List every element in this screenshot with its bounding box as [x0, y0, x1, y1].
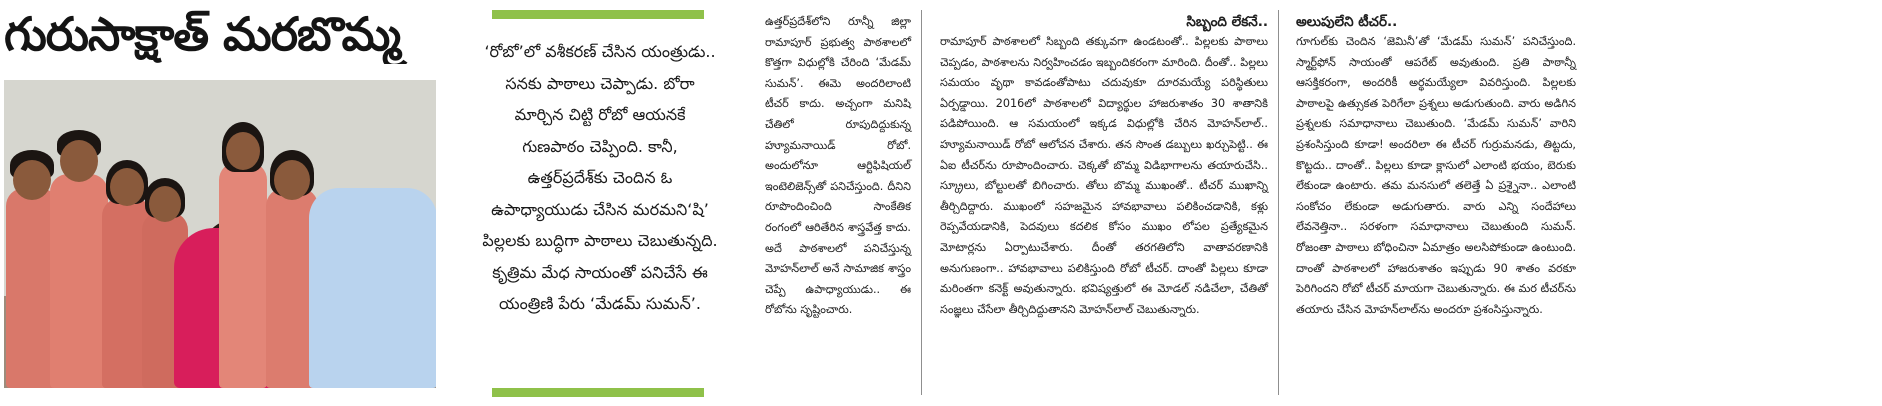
- student-figure: [219, 162, 267, 388]
- column-2-subhead: సిబ్బంది లేకనే..: [1186, 14, 1268, 30]
- lead-column: [468, 0, 730, 406]
- headline: గురుసాక్షాత్ మరబొమ్మ: [4, 7, 401, 61]
- column-divider: [1278, 10, 1279, 395]
- article-column-1: [765, 12, 911, 321]
- column-3-text: గూగుల్‌కు చెందిన ‘జెమినీ’తో ‘మేడమ్ సుమన్’ పనిచేస్తుంది. స్మార్ట్‌ఫోన్ సాయంతో ఆపరేట్ అవుతుంది. ప్రతి పాఠాన్నీ ఆసక్తికరంగా, అందరికీ అర్థమయ్యేలా వివరిస్తుంది. పిల్లలకు పాఠాలపై ఉత్సుకత పెరిగేలా ప్రశ్నలు అడుగుతుంది. వారు అడిగిన ప్రశ్నలకు సమాధానాలు చెబుతుంది. ‘మేడమ్ సుమన్’ వారిని ప్రశంసిస్తుంది కూడా! అందరిలా ఈ టీచర్ గుర్రుమనడు, తిట్టదు, కొట్టదు.. దాంతో.. పిల్లలు కూడా క్లాసులో ఎలాంటి భయం, బెరుకు లేకుండా ఉంటారు. తమ మనసులో తలెత్తే ఏ ప్రశ్నైనా.. ఎలాంటి సంకోచం లేకుండా అడుగుతారు. వారు ఎన్ని సందేహాలు లేవనెత్తినా.. సరళంగా సమాధానాలు చెబుతుంది సుమన్. రోజంతా పాఠాలు బోధించినా ఏమాత్రం అలసిపోకుండా ఉంటుంది. దాంతో పాఠశాలలో హాజరుశాతం ఇప్పుడు 90 శాతం వరకూ పెరిగిందని రోబో టీచర్ మాయగా చెబుతున్నారు. ఈ మర టీచర్‌ను తయారు చేసిన మోహన్‌లాల్‌ను అందరూ ప్రశంసిస్తున్నారు.: [1296, 35, 1576, 316]
- column-divider: [921, 10, 922, 395]
- column-3-subhead: అలుపులేని టీచర్..: [1296, 14, 1398, 30]
- bottom-accent-bar: [492, 388, 704, 397]
- teacher-figure: [309, 188, 436, 388]
- column-2-text: రామాపూర్ పాఠశాలలో సిబ్బంది తక్కువగా ఉండటంతో.. పిల్లలకు పాఠాలు చెప్పడం, పాఠశాలను నిర్వహించడం ఇబ్బందికరంగా మారింది. దీంతో.. పిల్లలు సమయం వృథా కావడంతోపాటు చదువుకూ దూరమయ్యే పరిస్థితులు ఏర్పడ్డాయి. 2016లో పాఠశాలలో విద్యార్థుల హాజరుశాతం 30 శాతానికి పడిపోయింది. ఆ సమయంలో ఇక్కడ విధుల్లోకి చేరిన మోహన్‌లాల్.. హ్యూమనాయిడ్ రోబో ఆలోచన చేశారు. తన సొంత డబ్బులు ఖర్చుపెట్టి.. ఈ ఏఐ టీచర్‌ను రూపొందించారు. చెక్కతో బొమ్మ విడిభాగాలను తయారుచేసి.. స్క్రూలు, బోల్టులతో బిగించారు. తోలు బొమ్మ ముఖంతో.. టీచర్ ముఖాన్ని తీర్చిదిద్దారు. ముఖంలో సహజమైన హావభావాలు పలికించడానికి, కళ్లు రెప్పవేయడానికి, పెదవులు కదలిక కోసం ముఖం లోపల ప్రత్యేకమైన మోటార్లను ఏర్పాటుచేశారు. దీంతో తరగతిలోని వాతావరణానికి అనుగుణంగా.. హావభావాలు పలికిస్తుంది రోబో టీచర్. దాంతో పిల్లలు కూడా మరింతగా కనెక్ట్ అవుతున్నారు. భవిష్యత్తులో ఈ మోడల్ నడిచేలా, చేతితో సంజ్ఞలు చేసేలా తీర్చిదిద్దుతానని మోహన్‌లాల్ చెబుతున్నారు.: [940, 35, 1268, 316]
- student-figure: [50, 174, 108, 388]
- article-column-3: [1296, 12, 1576, 320]
- column-1-text: ఉత్తర్‌ప్రదేశ్‌లోని రూన్నీ జిల్లా రామాపూర్ ప్రభుత్వ పాఠశాలలో కొత్తగా విధుల్లోకి చేరింది ‘మేడమ్ సుమన్’. ఈమె అందరిలాంటి టీచర్ కాదు. అచ్చంగా మనిషి చేతిలో రూపుదిద్దుకున్న హ్యూమనాయిడ్ రోబో. అందులోనూ ఆర్టిఫిషియల్ ఇంటెలిజెన్స్‌తో పనిచేస్తుంది. దీనిని రూపొందించింది సాంకేతిక రంగంలో ఆరితేరిన శాస్త్రవేత్త కాదు. అదే పాఠశాలలో పనిచేస్తున్న మోహన్‌లాల్ అనే సామాజిక శాస్త్రం చెప్పే ఉపాధ్యాయుడు.. ఈ రోబోను సృష్టించారు.: [765, 15, 911, 317]
- article-column-2: [940, 12, 1268, 320]
- lead-paragraph: ‘రోబో’లో వశీకరణ్ చేసిన యంత్రుడు.. సనకు పాఠాలు చెప్పాడు. బోరా మార్చిన చిట్టి రోబో ఆయనకే గుణపాఠం చెప్పింది. కానీ, ఉత్తర్‌ప్రదేశ్‌కు చెందిన ఓ ఉపాధ్యాయుడు చేసిన మరమని‘షి’ పిల్లలకు బుద్ధిగా పాఠాలు చెబుతున్నది. కృత్రిమ మేధ సాయంతో పనిచేసే ఈ యంత్రిణి పేరు ‘మేడమ్ సుమన్’.: [482, 42, 718, 313]
- classroom-photo: [4, 80, 436, 388]
- top-accent-bar: [492, 10, 704, 19]
